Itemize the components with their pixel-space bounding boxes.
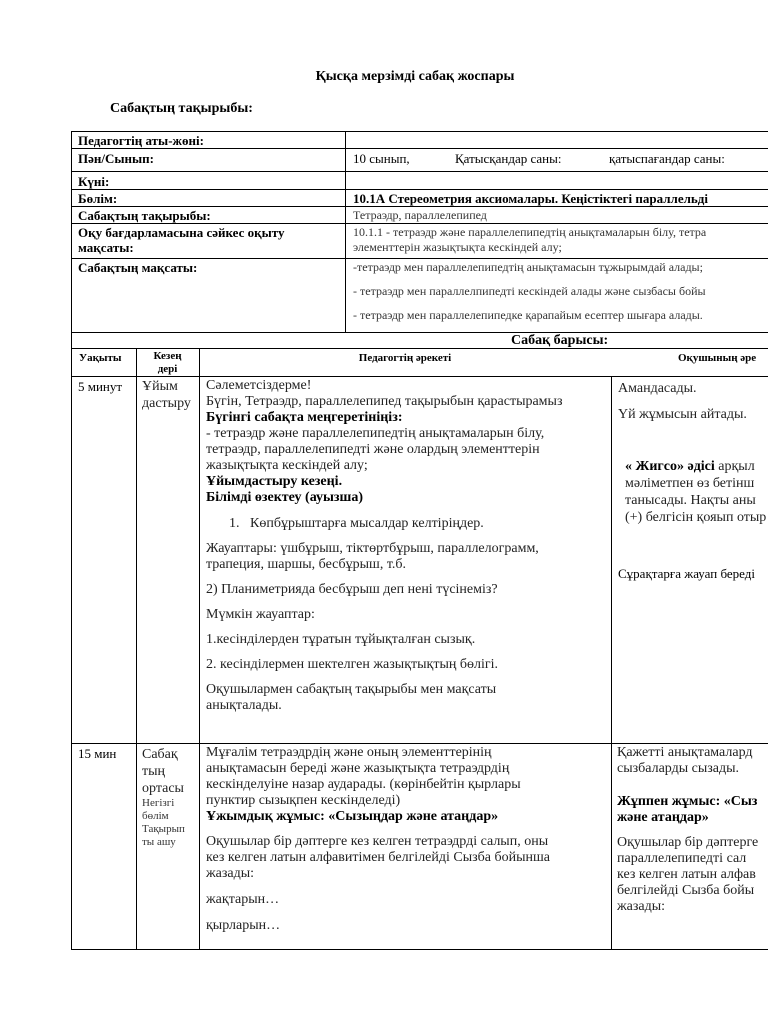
column-header-teacher: Педагогтің әрекеті: [358, 352, 452, 364]
row1-student-answer: Сұрақтарға жауап береді: [618, 566, 755, 581]
column-header-stage: Кезең дері: [153, 350, 182, 375]
subject-class-label: Пән/Сынып:: [78, 151, 154, 166]
lesson-goals: -тетраэдр мен параллелепипедтің анықтамасын тұжырымдай алады; - тетраэдр мен параллелпипедті кескіндей алады және сызбасы бойы - тетраэдр мен параллелепипедке қарапайым есептер шығара алады.: [353, 260, 706, 322]
row2-time: 15 мин: [78, 746, 117, 761]
curriculum-objective-label: Оқу бағдарламасына сәйкес оқыту мақсаты:: [78, 225, 285, 255]
section-value: 10.1А Стереометрия аксиомалары. Кеңістіктегі параллельді: [353, 191, 708, 206]
row1-student-activity: Амандасады. Үй жұмысын айтады.: [618, 381, 747, 422]
absent-count-label: қатыспағандар саны:: [609, 151, 725, 166]
row2-student-activity: Қажетті анықтамалард сызбаларды сызады. Жұппен жұмыс: «Сыз және атаңдар» Оқушылар бір дәптерге параллелепипедті сал кез келген латын алфав белгілейді Сызба бойы жазады:: [617, 745, 759, 914]
present-count-label: Қатысқандар саны:: [455, 151, 562, 166]
column-header-student: Оқушының әре: [678, 352, 757, 364]
column-header-time: Уақыты: [79, 352, 122, 364]
lesson-goal-label: Сабақтың мақсаты:: [78, 260, 198, 275]
row2-teacher-activity: Мұғалім тетраэдрдің және оның элементтерінің анықтамасын береді және жазықтықта тетраэдрдің кескінделуіне назар аударады. (көрінбейтін қырлары пунктир сызықпен кескінделеді) Ұжымдық жұмыс: «Сызыңдар және атаңдар» Оқушылар бір дәптерге кез келген тетраэдрді салып, оны кез келген латын алфавитімен белгілейді Сызба бойынша жазады: жақтарын… қырларын…: [206, 745, 551, 933]
teacher-name-label: Педагогтің аты-жөні:: [78, 133, 204, 148]
class-value: 10 сынып,: [353, 151, 410, 166]
document-title: Қысқа мерзімді сабақ жоспары: [315, 69, 515, 84]
topic-label: Сабақтың тақырыбы:: [78, 208, 211, 223]
date-label: Күні:: [78, 174, 110, 189]
row1-stage: Ұйым дастыру: [142, 379, 191, 411]
row2-stage: Сабақ тың ортасы Негізгі бөлім Тақырып ты ашу: [142, 747, 185, 848]
row1-time: 5 минут: [78, 379, 123, 394]
curriculum-objective-value: 10.1.1 - тетраэдр және параллелепипедтің анықтамаларын білу, тетра элементтерін жазықтықта кескіндей алу;: [353, 225, 707, 254]
section-label: Бөлім:: [78, 191, 118, 206]
row1-teacher-activity: Сәлеметсіздерме! Бүгін, Тетраэдр, параллелепипед тақырыбын қарастырамыз Бүгінгі сабақта меңгеретініңіз: - тетраэдр және параллелепипедтің анықтамаларын білу, тетраэдр, параллелепипедті және олардың элементтерін жазықтықта кескіндей алу; Ұйымдастыру кезеңі. Білімді өзектеу (ауызша) 1. Көпбұрыштарға мысалдар келтіріңдер. Жауаптары: үшбұрыш, тіктөртбұрыш, параллелограмм, трапеция, шаршы, бесбұрыш, т.б. 2) Планиметрияда бесбұрыш деп нені түсінеміз? Мүмкін жауаптар: 1.кесінділерден тұратын тұйықталған сызық. 2. кесінділермен шектелген жазықтықтың бөлігі. Оқушылармен сабақтың тақырыбы мен мақсаты анықталады.: [206, 378, 563, 713]
topic-value: Тетраэдр, параллелепипед: [353, 208, 487, 222]
lesson-subject-heading: Сабақтың тақырыбы:: [110, 101, 253, 116]
row1-jigsaw-method: « Жигсо» әдісі арқыл мәліметпен өз бетінш танысады. Нақты аны (+) белгісін қояып отыр: [625, 459, 767, 525]
lesson-course-heading: Сабақ барысы:: [511, 333, 609, 348]
